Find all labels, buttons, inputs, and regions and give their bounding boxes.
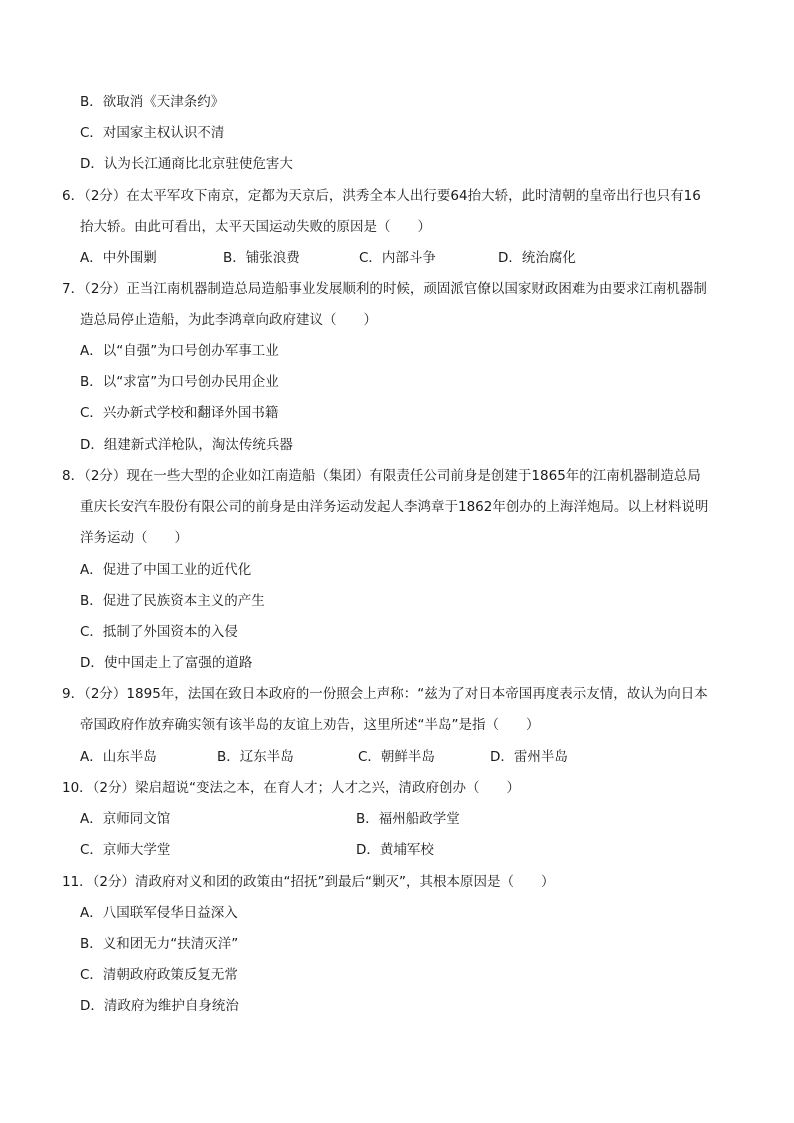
q11-option-b: B．义和团无力“扶清灭洋” <box>80 936 239 952</box>
q9-option-b: B．辽东半岛 <box>217 749 294 765</box>
q7-option-c: C．兴办新式学校和翻译外国书籍 <box>80 405 279 421</box>
q9-stem-line-2: 帝国政府作放弃确实领有该半岛的友谊上劝告，这里所述“半岛”是指（ ） <box>80 717 540 733</box>
q9-stem-line-1: 9．（2分）1895年，法国在致日本政府的一份照会上声称：“兹为了对日本帝国再度表示友情，故认为向日本 <box>62 686 708 702</box>
q6-option-c: C．内部斗争 <box>359 250 436 266</box>
q5-option-d: D．认为长江通商比北京驻使危害大 <box>80 156 293 172</box>
q10-stem-line-1: 10．（2分）梁启超说“变法之本，在育人才；人才之兴，清政府创办（ ） <box>62 780 521 796</box>
q9-option-d: D．雷州半岛 <box>490 749 568 765</box>
q11-option-a: A．八国联军侵华日益深入 <box>80 905 238 921</box>
q7-option-a: A．以“自强”为口号创办军事工业 <box>80 343 279 359</box>
q10-option-a: A．京师同文馆 <box>80 811 171 827</box>
q5-option-b: B．欲取消《天津条约》 <box>80 94 225 110</box>
q11-option-c: C．清朝政府政策反复无常 <box>80 967 238 983</box>
q7-option-b: B．以“求富”为口号创办民用企业 <box>80 374 279 390</box>
q10-option-b: B．福州船政学堂 <box>356 811 460 827</box>
q8-option-c: C．抵制了外国资本的入侵 <box>80 624 238 640</box>
q7-stem-line-1: 7．（2分）正当江南机器制造总局造船事业发展顺利的时候，顽固派官僚以国家财政困难为由要求江南机器制 <box>62 281 707 297</box>
q9-option-c: C．朝鲜半岛 <box>358 749 435 765</box>
q5-option-c: C．对国家主权认识不清 <box>80 125 225 141</box>
q6-option-a: A．中外围剿 <box>80 250 157 266</box>
q8-option-d: D．使中国走上了富强的道路 <box>80 655 253 671</box>
q8-stem-line-3: 洋务运动（ ） <box>80 530 188 546</box>
q8-option-a: A．促进了中国工业的近代化 <box>80 562 252 578</box>
q8-stem-line-1: 8．（2分）现在一些大型的企业如江南造船（集团）有限责任公司前身是创建于1865年的江南机器制造总局 <box>62 468 701 484</box>
q6-stem-line-2: 抬大轿。由此可看出，太平天国运动失败的原因是（ ） <box>80 219 431 235</box>
q7-option-d: D．组建新式洋枪队，淘汰传统兵器 <box>80 437 293 453</box>
q8-option-b: B．促进了民族资本主义的产生 <box>80 593 265 609</box>
q7-stem-line-2: 造总局停止造船，为此李鸿章向政府建议（ ） <box>80 312 377 328</box>
q6-stem-line-1: 6．（2分）在太平军攻下南京，定都为天京后，洪秀全本人出行要64抬大轿，此时清朝的皇帝出行也只有16 <box>62 188 701 204</box>
q6-option-b: B．铺张浪费 <box>223 250 300 266</box>
q11-option-d: D．清政府为维护自身统治 <box>80 998 239 1014</box>
q11-stem-line-1: 11．（2分）清政府对义和团的政策由“招抚”到最后“剿灭”，其根本原因是（ ） <box>62 874 555 890</box>
q10-option-d: D．黄埔军校 <box>356 842 434 858</box>
q6-option-d: D．统治腐化 <box>498 250 576 266</box>
q9-option-a: A．山东半岛 <box>80 749 157 765</box>
q8-stem-line-2: 重庆长安汽车股份有限公司的前身是由洋务运动发起人李鸿章于1862年创办的上海洋炮局。以上材料说明 <box>80 499 709 515</box>
q10-option-c: C．京师大学堂 <box>80 842 171 858</box>
